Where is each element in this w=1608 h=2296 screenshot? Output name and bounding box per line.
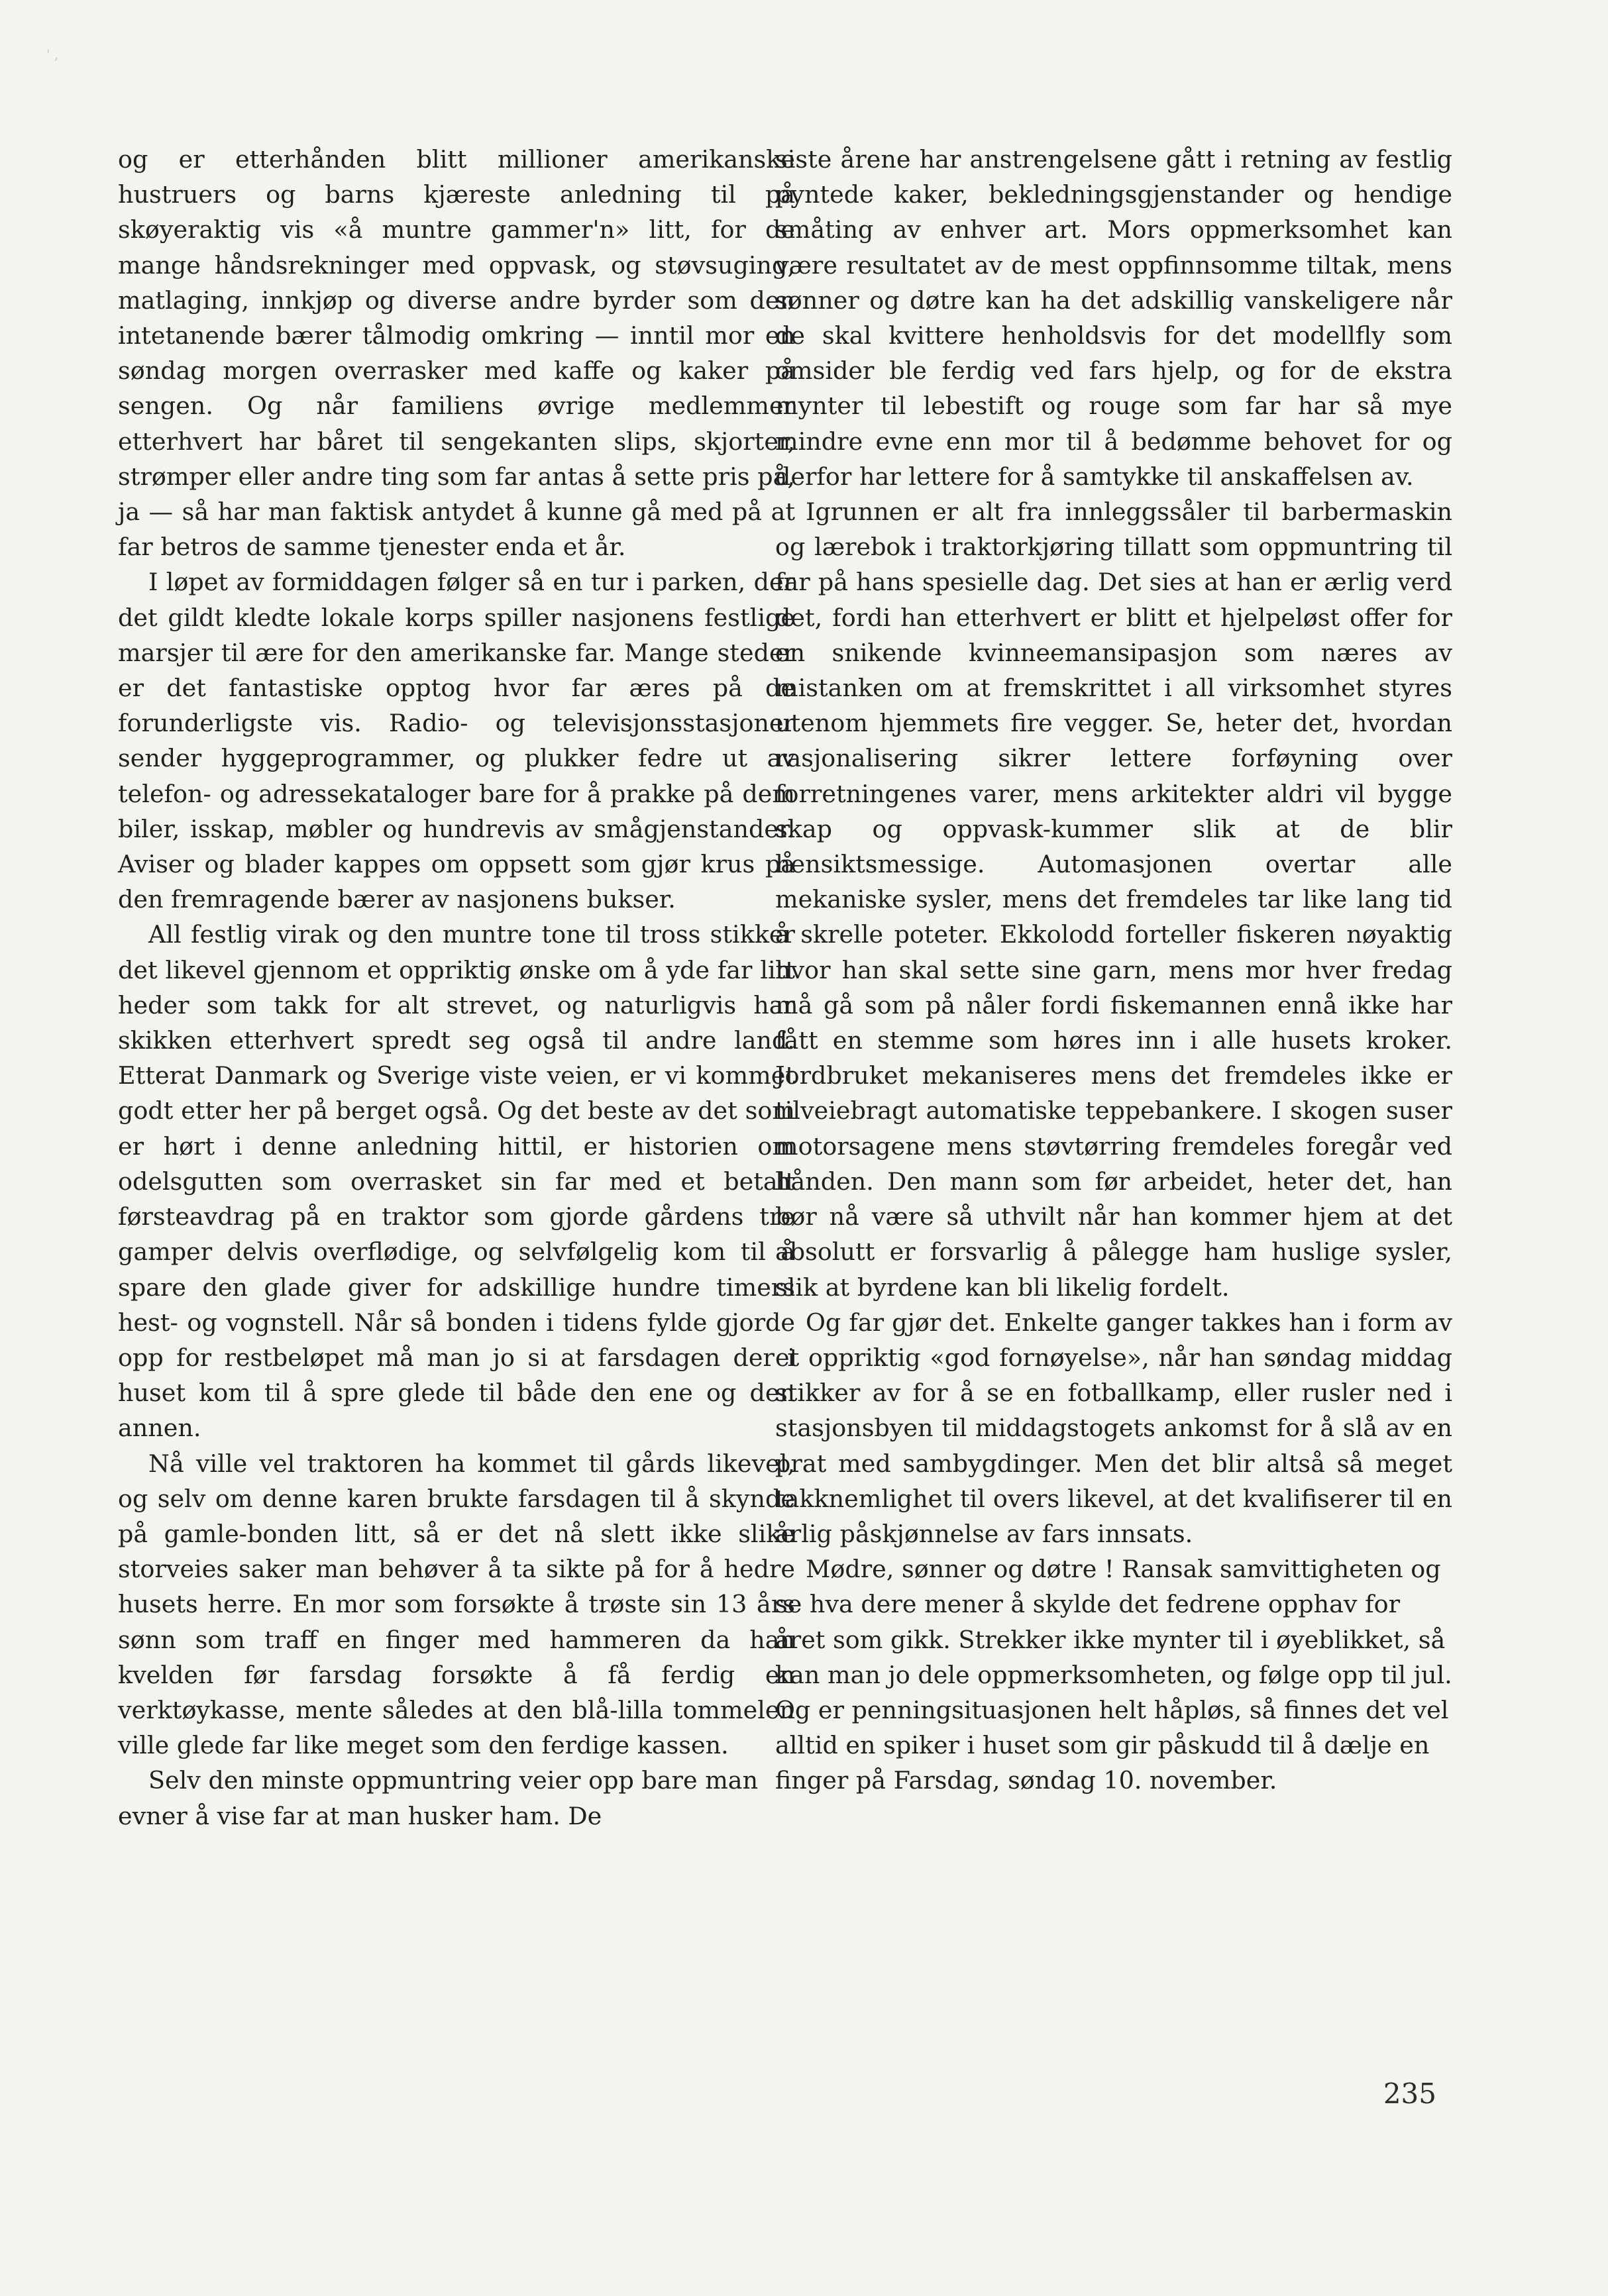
- paragraph: I løpet av formiddagen følger så en tur i parken, der det gildt kledte lokale korps spiller nasjonens festlige marsjer til ære for den amerikanske far. Mange steder er det fantastiske opptog hvor far æres på de forunderligste vis. Radio- og televisjonsstasjoner sender hyggeprogrammer, og plukker fedre ut av telefon- og adressekataloger bare for å prakke på dem biler, isskap, møbler og hundrevis av smågjenstander. Aviser og blader kappes om oppsett som gjør krus på den fremragende bærer av nasjonens bukser.: [118, 568, 795, 914]
- paragraph: Igrunnen er alt fra innleggssåler til barbermaskin og lærebok i traktorkjøring tillatt som oppmuntring til far på hans spesielle dag. Det sies at han er ærlig verd det, fordi han etterhvert er blitt et hjelpeløst offer for en snikende kvinneemansipasjon som næres av mistanken om at fremskrittet i all virksomhet styres utenom hjemmets fire vegger. Se, heter det, hvordan rasjonalisering sikrer lettere forføyning over forretningenes varer, mens arkitekter aldri vil bygge skap og oppvask-kummer slik at de blir hensiktsmessige. Automasjonen overtar alle mekaniske sysler, mens det fremdeles tar like lang tid å skrelle poteter. Ekkolodd forteller fiskeren nøyaktig hvor han skal sette sine garn, mens mor hver fredag må gå som på nåler fordi fiskemannen ennå ikke har fått en stemme som høres inn i alle husets kroker. Jordbruket mekaniseres mens det fremdeles ikke er tilveiebragt automatiske teppebankere. I skogen suser motorsagene mens støvtørring fremdeles foregår ved hånden. Den mann som før arbeidet, heter det, han bør nå være så uthvilt når han kommer hjem at det absolutt er forsvarlig å pålegge ham huslige sysler, slik at byrdene kan bli likelig fordelt.: [775, 497, 1452, 1302]
- page-number: 235: [1383, 2077, 1436, 2110]
- paragraph: siste årene har anstrengelsene gått i retning av festlig pyntede kaker, bekledningsgjenstander og hendige småting av enhver art. Mors oppmerksomhet kan være resultatet av de mest oppfinnsomme tiltak, mens sønner og døtre kan ha det adskillig vanskeligere når de skal kvittere henholdsvis for det modellfly som omsider ble ferdig ved fars hjelp, og for de ekstra mynter til lebestift og rouge som far har så mye mindre evne enn mor til å bedømme behovet for og derfor har lettere for å samtykke til anskaffelsen av.: [775, 145, 1452, 491]
- paragraph: Selv den minste oppmuntring veier opp bare man evner å vise far at man husker ham. De: [118, 1766, 759, 1830]
- paragraph: All festlig virak og den muntre tone til tross stikker det likevel gjennom et oppriktig ønske om å yde far litt heder som takk for alt strevet, og naturligvis har skikken etterhvert spredt seg også til andre land. Etterat Danmark og Sverige viste veien, er vi kommet godt etter her på berget også. Og det beste av det som er hørt i denne anledning hittil, er historien om odelsgutten som overrasket sin far med et betalt førsteavdrag på en traktor som gjorde gårdens tre gamper delvis overflødige, og selvfølgelig kom til å spare den glade giver for adskillige hundre timers hest- og vognstell. Når så bonden i tidens fylde gjorde opp for restbeløpet må man jo si at farsdagen der i huset kom til å spre glede til både den ene og den annen.: [118, 920, 795, 1443]
- right-column: [775, 142, 1452, 1799]
- paragraph: Og far gjør det. Enkelte ganger takkes han i form av et oppriktig «god fornøyelse», når han søndag middag stikker av for å se en fotballkamp, eller rusler ned i stasjonsbyen til middagstogets ankomst for å slå av en prat med sambygdinger. Men det blir altså så meget takknemlighet til overs likevel, at det kvalifiserer til en årlig påskjønnelse av fars innsats.: [775, 1308, 1452, 1548]
- paragraph: og er etterhånden blitt millioner amerikanske hustruers og barns kjæreste anledning til på skøyeraktig vis «å muntre gammer'n» litt, for de mange håndsrekninger med oppvask, og støvsuging, matlaging, innkjøp og diverse andre byrder som den intetanende bærer tålmodig omkring — inntil mor en søndag morgen overrasker med kaffe og kaker på sengen. Og når familiens øvrige medlemmer etterhvert har båret til sengekanten slips, skjorter, strømper eller andre ting som far antas å sette pris på, ja — så har man faktisk antydet å kunne gå med på at far betros de samme tjenester enda et år.: [118, 145, 795, 562]
- left-column: [118, 142, 795, 1834]
- paragraph: Mødre, sønner og døtre ! Ransak samvittigheten og se hva dere mener å skylde det fedrene opphav for året som gikk. Strekker ikke mynter til i øyeblikket, så kan man jo dele oppmerksomheten, og følge opp til jul. Og er penningsituasjonen helt håpløs, så finnes det vel alltid en spiker i huset som gir påskudd til å dælje en finger på Farsdag, søndag 10. november.: [775, 1555, 1452, 1795]
- corner-mark: ' ,: [46, 46, 59, 62]
- paragraph: Nå ville vel traktoren ha kommet til gårds likevel, og selv om denne karen brukte farsdagen til å skynde på gamle-bonden litt, så er det nå slett ikke slike storveies saker man behøver å ta sikte på for å hedre husets herre. En mor som forsøkte å trøste sin 13 års sønn som traff en finger med hammeren da han kvelden før farsdag forsøkte å få ferdig en verktøykasse, mente således at den blå-lilla tommelen ville glede far like meget som den ferdige kassen.: [118, 1449, 795, 1760]
